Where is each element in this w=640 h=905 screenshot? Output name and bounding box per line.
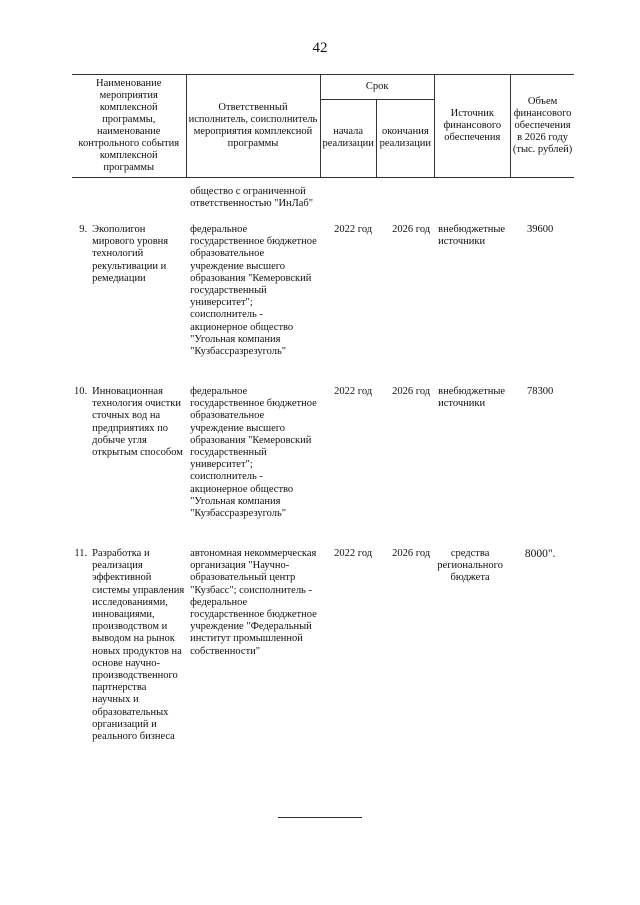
cell-amount: 78300 bbox=[527, 386, 554, 397]
cell-end: 2026 год bbox=[392, 386, 431, 397]
header-col-amount: Объем финансового обеспечения в 2026 году (тыс. рублей) bbox=[510, 75, 574, 178]
cell-source: средства регионального бюджета bbox=[437, 548, 503, 584]
cell-end: 2026 год bbox=[392, 548, 431, 559]
cell-num: 11. bbox=[74, 548, 88, 559]
header-col-name: Наименование мероприятия комплексной программы, наименование контрольного события комплексной программы bbox=[72, 75, 186, 178]
cell-amount: 8000". bbox=[524, 548, 556, 560]
cell-end: 2026 год bbox=[392, 224, 431, 235]
cell-name: Разработка и реализация эффективной системы управления исследованиями, инновациями, производством и выводом на рынок новых продуктов на основе научно-производственного партнерства научных и образовательных организаций и реального бизнеса bbox=[92, 548, 185, 743]
table-row bbox=[72, 548, 572, 743]
cell-start: 2022 год bbox=[334, 386, 373, 397]
page-number: 42 bbox=[312, 40, 328, 56]
cell-executor: общество с ограниченной ответственностью "ИнЛаб" bbox=[190, 186, 314, 210]
cell-name: Экополигон мирового уровня технологий рекультивации и ремедиации bbox=[92, 224, 169, 284]
table-row bbox=[72, 224, 572, 386]
footer-divider bbox=[278, 817, 362, 818]
header-col-executor: Ответственный исполнитель, соисполнитель мероприятия комплексной программы bbox=[186, 75, 320, 178]
cell-amount: 39600 bbox=[527, 224, 554, 235]
cell-executor: федеральное государственное бюджетное образовательное учреждение высшего образования "Кемеровский государственный университет"; соисполнитель - акционерное общество "Угольная компания "Кузбассразрезуголь" bbox=[190, 386, 317, 520]
cell-start: 2022 год bbox=[334, 224, 373, 235]
cell-num: 10. bbox=[74, 386, 88, 397]
table-body bbox=[72, 186, 572, 743]
cell-start: 2022 год bbox=[334, 548, 373, 559]
cell-num: 9. bbox=[79, 224, 88, 235]
cell-name: Инновационная технология очистки сточных вод на предприятиях по добыче угля открытым способом bbox=[92, 386, 183, 459]
cell-source: внебюджетные источники bbox=[438, 386, 506, 410]
cell-executor: автономная некоммерческая организация "Научно-образовательный центр "Кузбасс"; соисполнитель - федеральное государственное бюджетное учреждение "Федеральный институт промышленной собственности" bbox=[190, 548, 317, 657]
header-col-source: Источник финансового обеспечения bbox=[434, 75, 510, 178]
table-row-continuation bbox=[72, 186, 572, 224]
cell-source: внебюджетные источники bbox=[438, 224, 506, 248]
header-col-term: Срок bbox=[320, 75, 434, 100]
header-col-end: окончания реализации bbox=[376, 99, 434, 177]
table-row bbox=[72, 386, 572, 548]
header-col-start: начала реализации bbox=[320, 99, 376, 177]
cell-executor: федеральное государственное бюджетное образовательное учреждение высшего образования "Кемеровский государственный университет"; соисполнитель - акционерное общество "Угольная компания "Кузбассразрезуголь" bbox=[190, 224, 317, 358]
table-header bbox=[72, 74, 574, 178]
